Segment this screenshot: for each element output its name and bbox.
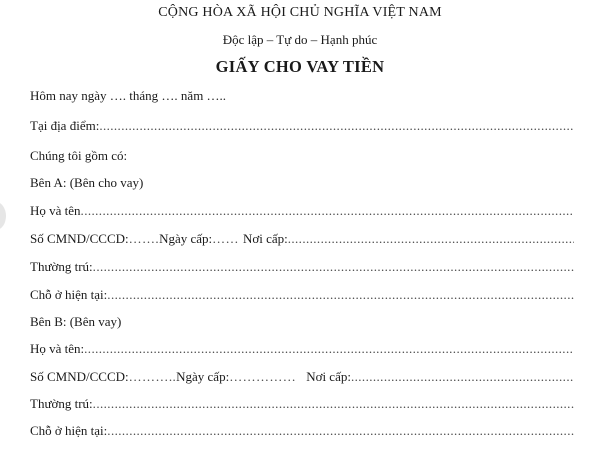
party-a-residence-fill-line[interactable] (93, 259, 574, 275)
place-fill-line[interactable] (99, 118, 574, 134)
party-a-issue-date-label: Ngày cấp: (159, 231, 213, 246)
party-a-id-fill[interactable]: ……. (128, 231, 160, 246)
place-label: Tại địa điểm: (30, 118, 100, 133)
party-b-residence-field[interactable] (30, 396, 574, 412)
party-b-id-fill[interactable]: ……….. (128, 369, 177, 384)
national-header: CỘNG HÒA XÃ HỘI CHỦ NGHĨA VIỆT NAM (158, 5, 442, 20)
party-b-current-address-field[interactable] (30, 423, 574, 439)
party-b-residence-fill-line[interactable] (93, 396, 574, 412)
party-b-name-field[interactable] (30, 341, 574, 357)
party-a-residence-field[interactable] (30, 259, 574, 275)
parties-line (30, 148, 574, 164)
party-a-name-field[interactable] (30, 203, 574, 219)
party-a-current-address-label: Chỗ ở hiện tại: (30, 287, 108, 302)
party-b-current-address-label: Chỗ ở hiện tại: (30, 423, 108, 438)
party-b-name-fill-line[interactable] (84, 341, 574, 357)
party-a-issue-date-fill[interactable]: …… (212, 231, 239, 246)
page-edge-shadow (0, 202, 6, 230)
party-b-issue-date-fill[interactable]: …………… (229, 369, 297, 384)
party-b-issue-date-label: Ngày cấp: (176, 369, 230, 384)
party-b-residence-label: Thường trú: (30, 396, 93, 411)
party-a-issue-place-fill-line[interactable] (288, 231, 574, 247)
party-a-name-fill-line[interactable] (81, 203, 574, 219)
party-b-current-address-fill-line[interactable] (107, 423, 574, 439)
national-motto: Độc lập – Tự do – Hạnh phúc (222, 32, 378, 47)
party-b-heading: Bên B: (Bên vay) (30, 314, 122, 329)
party-a-heading-line (30, 175, 574, 191)
party-a-id-field[interactable] (30, 231, 574, 247)
party-a-id-label: Số CMND/CCCD: (30, 231, 129, 246)
party-a-issue-place-label: Nơi cấp: (242, 231, 288, 246)
party-b-issue-place-fill-line[interactable] (351, 369, 574, 385)
document-title: GIẤY CHO VAY TIỀN (215, 57, 385, 76)
place-field[interactable] (30, 118, 574, 134)
party-b-heading-line (30, 314, 574, 330)
parties-label: Chúng tôi gồm có: (30, 148, 128, 163)
party-a-name-label: Họ và tên (30, 203, 81, 218)
party-b-name-label: Họ và tên: (30, 341, 85, 356)
party-a-residence-label: Thường trú: (30, 259, 93, 274)
party-a-current-address-fill-line[interactable] (107, 287, 574, 303)
party-a-current-address-field[interactable] (30, 287, 574, 303)
party-b-id-label: Số CMND/CCCD: (30, 369, 129, 384)
party-b-id-field[interactable] (30, 369, 574, 385)
date-line-text: Hôm nay ngày …. tháng …. năm ….. (30, 88, 227, 103)
date-line (30, 88, 574, 104)
party-b-issue-place-label: Nơi cấp: (306, 369, 351, 384)
party-a-heading: Bên A: (Bên cho vay) (30, 175, 144, 190)
